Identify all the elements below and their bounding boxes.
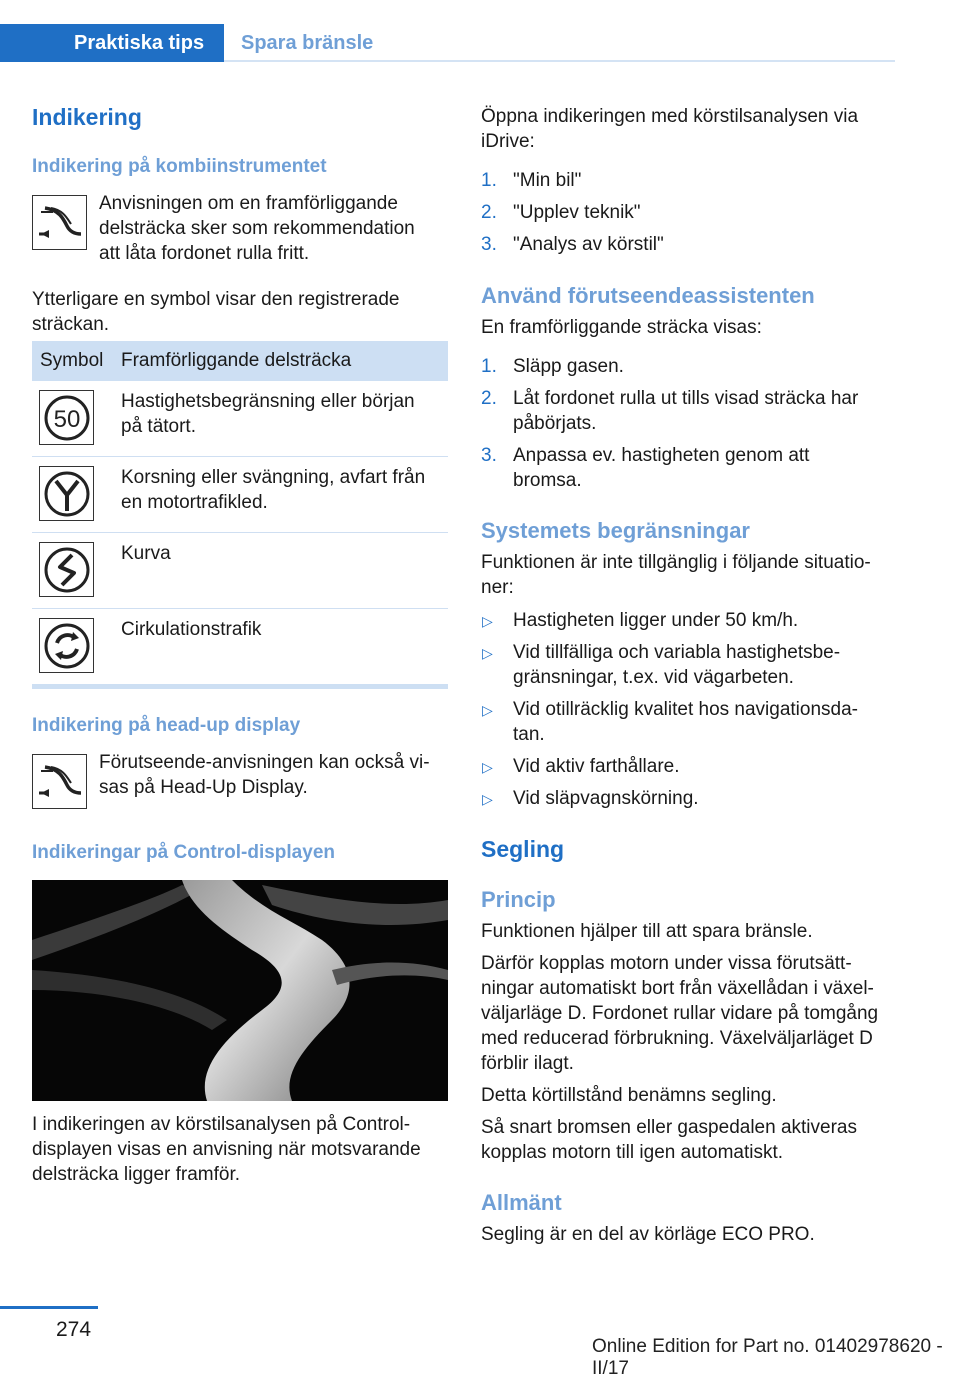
headup-line: sas på Head-Up Display. bbox=[99, 777, 308, 798]
princip-text bbox=[481, 1115, 901, 1165]
princip-text: Detta körtillstånd benämns segling. bbox=[481, 1085, 777, 1106]
step-text: "Min bil" bbox=[513, 170, 582, 191]
tab-praktiska-tips[interactable]: Praktiska tips bbox=[0, 24, 224, 62]
curve-icon bbox=[39, 542, 94, 597]
bullet-line: tan. bbox=[513, 724, 545, 745]
princip-line: kopplas motorn till igen automatiskt. bbox=[481, 1142, 784, 1163]
headup-text bbox=[99, 750, 451, 800]
bullet-text: Hastigheten ligger under 50 km/h. bbox=[513, 610, 799, 631]
step-number: 3. bbox=[481, 445, 497, 466]
bullet-text bbox=[513, 640, 840, 690]
heading-princip: Princip bbox=[481, 887, 556, 912]
col-symbol: Symbol bbox=[40, 350, 104, 371]
anticipation-hint-icon bbox=[32, 195, 87, 250]
princip-line: Därför kopplas motorn under vissa förutsätt‐ bbox=[481, 953, 852, 974]
anvand-text: En framförliggande sträcka visas: bbox=[481, 317, 762, 338]
step-number: 2. bbox=[481, 202, 497, 223]
bullet-triangle-icon: ▷ bbox=[482, 791, 493, 807]
heading-allmant: Allmänt bbox=[481, 1190, 562, 1215]
edition-note: Online Edition for Part no. 01402978620 - II/17 bbox=[592, 1336, 943, 1379]
table-row-divider bbox=[32, 532, 448, 533]
bullet-line: gränsningar, t.ex. vid vägarbeten. bbox=[513, 667, 794, 688]
header-tabs bbox=[0, 24, 895, 62]
bullet-triangle-icon: ▷ bbox=[482, 702, 493, 718]
princip-line: förblir ilagt. bbox=[481, 1053, 574, 1074]
heading-kombiinstrument: Indikering på kombiinstrumentet bbox=[32, 156, 327, 177]
step-text: "Upplev teknik" bbox=[513, 202, 641, 223]
begr-line: Funktionen är inte tillgänglig i följande situatio‐ bbox=[481, 552, 871, 573]
col-delstracka: Framförliggande delsträcka bbox=[121, 350, 352, 371]
heading-begransningar: Systemets begränsningar bbox=[481, 518, 750, 543]
bullet-triangle-icon: ▷ bbox=[482, 645, 493, 661]
headup-line: Förutseende-anvisningen kan också vi‐ bbox=[99, 752, 430, 773]
princip-line: med reducerad förbrukning. Växelväljarläget D bbox=[481, 1028, 873, 1049]
step-number: 3. bbox=[481, 234, 497, 255]
step-line: Anpassa ev. hastigheten genom att bbox=[513, 445, 810, 466]
table-row-text bbox=[121, 389, 451, 439]
table-row-text bbox=[121, 617, 451, 642]
bullet-line: Vid tillfälliga och variabla hastighetsbe‐ bbox=[513, 642, 841, 663]
table-header bbox=[32, 341, 448, 381]
princip-line: väljarläge D. Fordonet rullar vidare på tomgång bbox=[481, 1003, 879, 1024]
page-number: 274 bbox=[56, 1318, 92, 1341]
table-row-text bbox=[121, 541, 451, 566]
princip-text bbox=[481, 951, 911, 1076]
roundabout-icon bbox=[39, 618, 94, 673]
bullet-text bbox=[513, 697, 858, 747]
heading-indikering: Indikering bbox=[32, 104, 142, 130]
kombi-text-line: Anvisningen om en framförliggande bbox=[99, 193, 398, 214]
ytterligare-line: Ytterligare en symbol visar den registrerade bbox=[32, 289, 400, 310]
intro-text bbox=[481, 104, 901, 154]
ytterligare-text bbox=[32, 287, 452, 337]
heading-segling: Segling bbox=[481, 836, 565, 862]
speed-limit-50-icon bbox=[39, 390, 94, 445]
step-text: "Analys av körstil" bbox=[513, 234, 664, 255]
intro-line: iDrive: bbox=[481, 131, 535, 152]
bullet-text: Vid aktiv farthållare. bbox=[513, 756, 680, 777]
table-row-line: Kurva bbox=[121, 543, 171, 564]
bullet-text: Vid släpvagnskörning. bbox=[513, 788, 699, 809]
kombi-text-line: att låta fordonet rulla fritt. bbox=[99, 243, 310, 264]
begr-line: ner: bbox=[481, 577, 514, 598]
step-line: Låt fordonet rulla ut tills visad sträcka har bbox=[513, 388, 859, 409]
table-row-line: Cirkulationstrafik bbox=[121, 619, 262, 640]
table-row-line: på tätort. bbox=[121, 416, 196, 437]
table-bottom-rule bbox=[32, 684, 448, 689]
bottom-line: displayen visas en anvisning när motsvarande bbox=[32, 1139, 421, 1160]
step-line: påbörjats. bbox=[513, 413, 597, 434]
princip-line: Så snart bromsen eller gaspedalen aktiveras bbox=[481, 1117, 857, 1138]
step-number: 1. bbox=[481, 356, 497, 377]
princip-text: Funktionen hjälper till att spara bränsle. bbox=[481, 921, 813, 942]
step-line: bromsa. bbox=[513, 470, 582, 491]
kombi-text-line: delsträcka sker som rekommendation bbox=[99, 218, 415, 239]
bottom-line: delsträcka ligger framför. bbox=[32, 1164, 241, 1185]
step-text bbox=[513, 386, 858, 436]
heading-anvand: Använd förutseendeassistenten bbox=[481, 283, 815, 308]
table-row-divider bbox=[32, 608, 448, 609]
step-text: Släpp gasen. bbox=[513, 356, 624, 377]
bottom-line: I indikeringen av körstilsanalysen på Control‐ bbox=[32, 1114, 411, 1135]
table-row-divider bbox=[32, 456, 448, 457]
bottom-text bbox=[32, 1112, 452, 1187]
heading-control-display: Indikeringar på Control-displayen bbox=[32, 842, 335, 863]
footer-rule bbox=[0, 1306, 98, 1309]
step-number: 2. bbox=[481, 388, 497, 409]
kombi-text bbox=[99, 191, 449, 266]
anticipation-hint-icon bbox=[32, 754, 87, 809]
step-number: 1. bbox=[481, 170, 497, 191]
allmant-text: Segling är en del av körläge ECO PRO. bbox=[481, 1224, 815, 1245]
control-display-road-image bbox=[32, 880, 448, 1101]
begr-text bbox=[481, 550, 901, 600]
table-row-line: en motortrafikled. bbox=[121, 492, 268, 513]
junction-icon bbox=[39, 466, 94, 521]
speed-limit-value: 50 bbox=[53, 405, 80, 433]
table-row-line: Hastighetsbegränsning eller början bbox=[121, 391, 415, 412]
bullet-triangle-icon: ▷ bbox=[482, 759, 493, 775]
table-row-text bbox=[121, 465, 451, 515]
table-row-line: Korsning eller svängning, avfart från bbox=[121, 467, 426, 488]
princip-line: ningar automatiskt bort från växellådan i växel‐ bbox=[481, 978, 874, 999]
bullet-line: Vid otillräcklig kvalitet hos navigationsda‐ bbox=[513, 699, 858, 720]
intro-line: Öppna indikeringen med körstilsanalysen via bbox=[481, 106, 859, 127]
bullet-triangle-icon: ▷ bbox=[482, 613, 493, 629]
step-text bbox=[513, 443, 809, 493]
tab-spara-bransle[interactable]: Spara bränsle bbox=[241, 32, 374, 54]
heading-headup: Indikering på head-up display bbox=[32, 715, 301, 736]
ytterligare-line: sträckan. bbox=[32, 314, 110, 335]
